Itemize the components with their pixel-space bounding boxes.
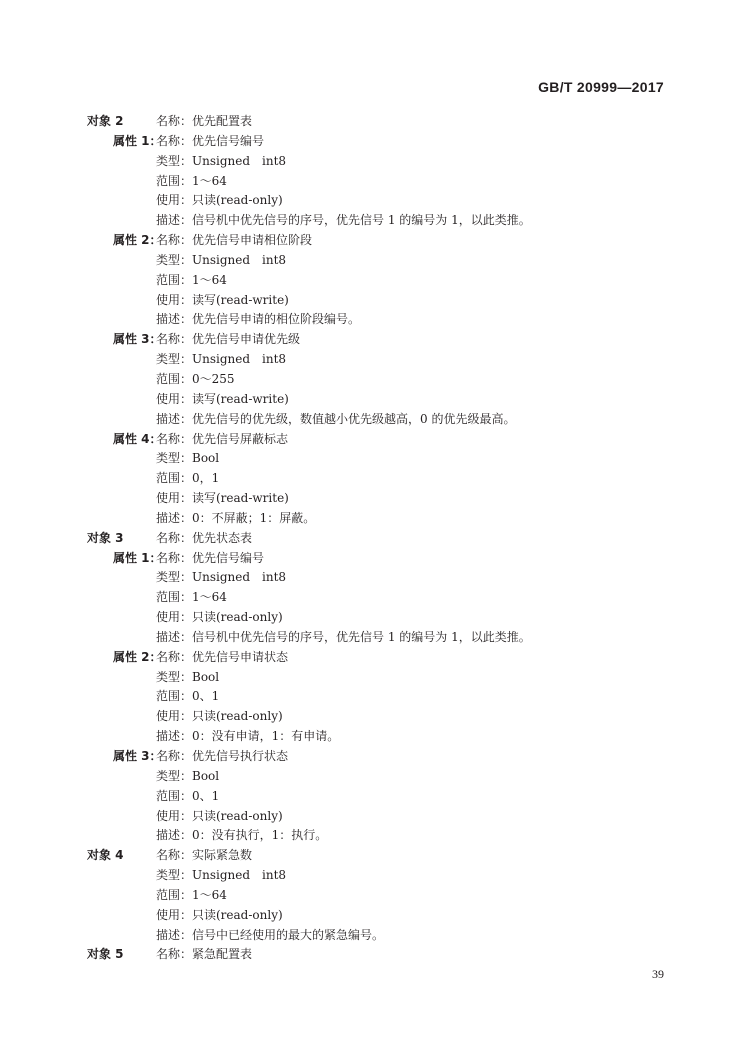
detail-line [0, 727, 750, 747]
detail-line [0, 291, 750, 311]
detail-line [0, 310, 750, 330]
line-text: 使用：只读(read-only) [156, 808, 283, 823]
attribute-line [0, 430, 750, 450]
detail-line [0, 707, 750, 727]
object-line [0, 846, 750, 866]
attribute-label: 属性 4： [113, 431, 162, 446]
detail-line [0, 906, 750, 926]
line-text: 描述：优先信号的优先级，数值越小优先级越高，0 的优先级最高。 [156, 411, 516, 426]
attribute-label: 属性 2： [113, 233, 162, 248]
attribute-label: 属性 1： [113, 133, 162, 148]
line-text: 范围：0，1 [156, 471, 220, 486]
object-label: 对象 5 [87, 947, 124, 962]
line-text: 描述：信号机中优先信号的序号，优先信号 1 的编号为 1，以此类推。 [156, 629, 531, 644]
line-text: 描述：优先信号申请的相位阶段编号。 [156, 312, 361, 327]
line-text: 类型：Unsigned int8 [156, 252, 287, 267]
line-text: 名称：优先状态表 [156, 530, 253, 545]
attribute-label: 属性 2： [113, 649, 162, 664]
line-text: 描述：信号机中优先信号的序号，优先信号 1 的编号为 1，以此类推。 [156, 213, 531, 228]
line-text: 范围：0、1 [156, 689, 220, 704]
line-text: 类型：Unsigned int8 [156, 570, 287, 585]
line-text: 使用：读写(read-write) [156, 391, 289, 406]
line-text: 范围：0、1 [156, 788, 220, 803]
detail-line [0, 469, 750, 489]
line-text: 使用：读写(read-write) [156, 491, 289, 506]
line-text: 范围：0～255 [156, 371, 235, 386]
detail-line [0, 807, 750, 827]
detail-line [0, 687, 750, 707]
line-text: 使用：只读(read-only) [156, 709, 283, 724]
line-text: 类型：Bool [156, 451, 220, 466]
detail-line [0, 787, 750, 807]
detail-line [0, 886, 750, 906]
spec-content [0, 112, 750, 965]
detail-line [0, 449, 750, 469]
detail-line [0, 172, 750, 192]
attribute-line [0, 330, 750, 350]
line-text: 名称：优先配置表 [156, 114, 253, 128]
detail-line [0, 826, 750, 846]
detail-line [0, 271, 750, 291]
detail-line [0, 350, 750, 370]
detail-line [0, 608, 750, 628]
object-label: 对象 4 [87, 848, 124, 863]
detail-line [0, 152, 750, 172]
line-text: 名称：优先信号编号 [156, 550, 265, 565]
attribute-label: 属性 3： [113, 332, 162, 347]
line-text: 名称：优先信号申请相位阶段 [156, 233, 313, 248]
detail-line [0, 251, 750, 271]
page-number: 39 [652, 967, 664, 981]
object-label: 对象 3 [87, 530, 124, 545]
line-text: 名称：优先信号申请优先级 [156, 332, 301, 347]
line-text: 描述：0：没有执行，1：执行。 [156, 828, 328, 843]
detail-line [0, 588, 750, 608]
attribute-line [0, 747, 750, 767]
detail-line [0, 568, 750, 588]
object-label: 对象 2 [87, 114, 124, 128]
object-line [0, 112, 750, 132]
line-text: 类型：Unsigned int8 [156, 352, 287, 367]
detail-line [0, 866, 750, 886]
detail-line [0, 668, 750, 688]
line-text: 使用：读写(read-write) [156, 292, 289, 307]
object-line [0, 945, 750, 965]
line-text: 类型：Unsigned int8 [156, 868, 287, 883]
attribute-line [0, 231, 750, 251]
line-text: 名称：优先信号编号 [156, 133, 265, 148]
line-text: 名称：优先信号申请状态 [156, 649, 289, 664]
attribute-line [0, 132, 750, 152]
line-text: 名称：优先信号屏蔽标志 [156, 431, 289, 446]
line-text: 名称：优先信号执行状态 [156, 749, 289, 763]
object-line [0, 529, 750, 549]
attribute-label: 属性 3： [113, 749, 162, 763]
line-text: 名称：实际紧急数 [156, 848, 253, 863]
detail-line [0, 628, 750, 648]
detail-line [0, 191, 750, 211]
detail-line [0, 410, 750, 430]
line-text: 描述：0：没有申请，1：有申请。 [156, 729, 340, 744]
line-text: 类型：Unsigned int8 [156, 153, 287, 168]
line-text: 范围：1～64 [156, 173, 227, 188]
detail-line [0, 926, 750, 946]
detail-line [0, 390, 750, 410]
standard-code-header: GB/T 20999—2017 [538, 79, 664, 95]
line-text: 类型：Bool [156, 669, 220, 684]
line-text: 范围：1～64 [156, 887, 227, 902]
attribute-line [0, 648, 750, 668]
detail-line [0, 509, 750, 529]
detail-line [0, 489, 750, 509]
line-text: 范围：1～64 [156, 590, 227, 605]
detail-line [0, 767, 750, 787]
line-text: 范围：1～64 [156, 272, 227, 287]
detail-line [0, 211, 750, 231]
line-text: 使用：只读(read-only) [156, 610, 283, 625]
detail-line [0, 370, 750, 390]
line-text: 使用：只读(read-only) [156, 907, 283, 922]
attribute-line [0, 549, 750, 569]
line-text: 类型：Bool [156, 768, 220, 783]
line-text: 使用：只读(read-only) [156, 193, 283, 208]
line-text: 描述：信号中已经使用的最大的紧急编号。 [156, 927, 385, 942]
attribute-label: 属性 1： [113, 550, 162, 565]
line-text: 名称：紧急配置表 [156, 947, 253, 962]
line-text: 描述：0：不屏蔽；1：屏蔽。 [156, 510, 316, 525]
